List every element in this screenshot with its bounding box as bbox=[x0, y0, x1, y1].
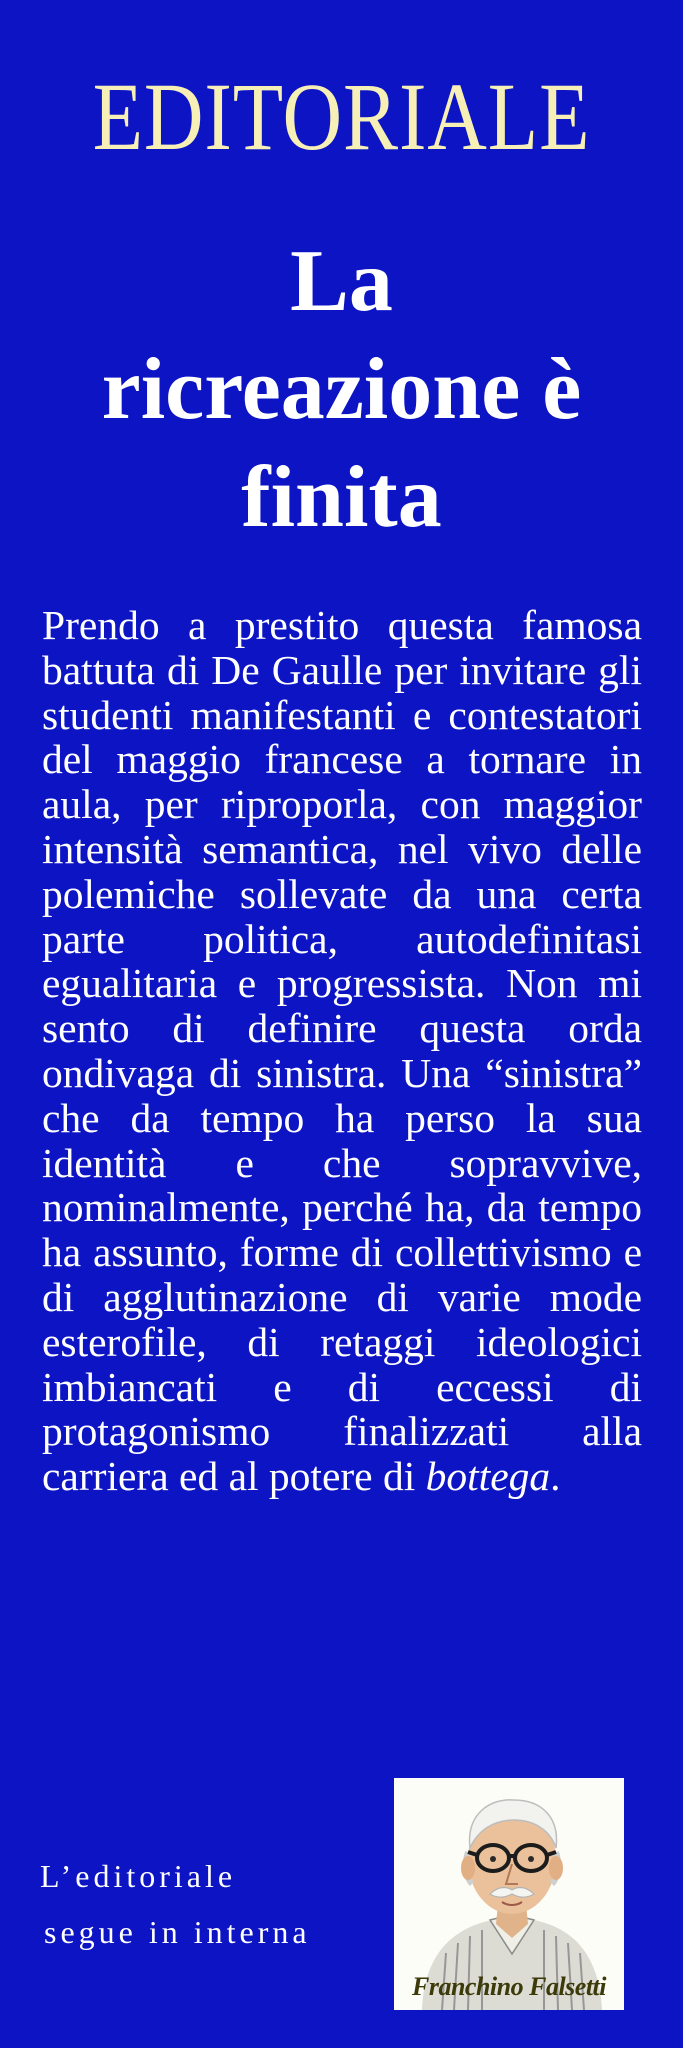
continues-line-1: L’editoriale bbox=[40, 1858, 237, 1894]
article-emphasis: bottega bbox=[425, 1453, 551, 1500]
author-portrait bbox=[394, 1778, 624, 2010]
headline-line-2: ricreazione è bbox=[101, 341, 582, 438]
author-signature: Franchino Falsetti bbox=[412, 1972, 606, 2001]
headline-line-3: finita bbox=[241, 449, 442, 546]
headline bbox=[20, 228, 663, 552]
article-body bbox=[42, 603, 642, 1499]
continues-note bbox=[40, 1848, 311, 1960]
article-body-text: Prendo a prestito questa famosa battuta di De Gaulle per invitare gli studenti manifestanti e contestatori del maggio francese a tornare in aula, per riproporla, con maggior intensità semantica, nel vivo delle polemiche sollevate da una certa parte politica, autodefinitasi egualitaria e progressista. Non mi sento di definire questa orda ondivaga di sinistra. Una “sinistra” che da tempo ha perso la sua identità e che sopravvive, nominalmente, perché ha, da tempo ha assunto, forme di collettivismo e di agglutinazione di varie mode esterofile, di retaggi ideologici imbiancati e di eccessi di protagonismo finalizzati alla carriera ed al potere di bbox=[42, 602, 642, 1500]
article-end: . bbox=[550, 1453, 561, 1500]
section-kicker: EDITORIALE bbox=[92, 63, 591, 170]
headline-line-1: La bbox=[290, 233, 393, 330]
continues-line-2: segue in interna bbox=[44, 1914, 311, 1950]
